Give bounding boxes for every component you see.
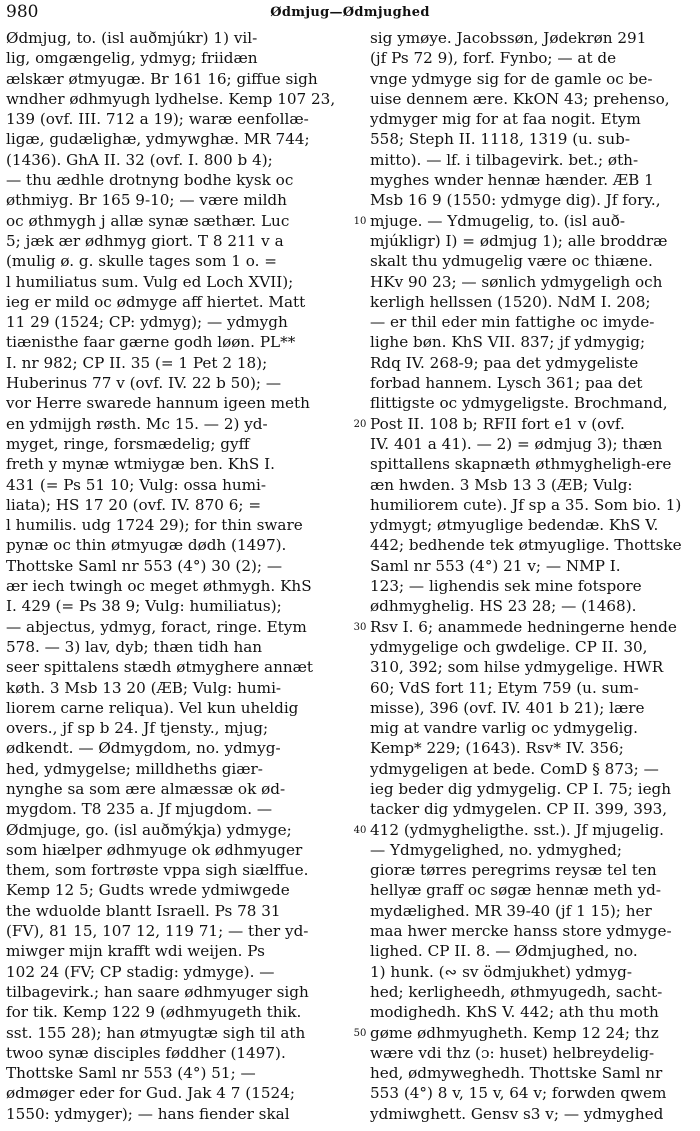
text-line: 123; — lighendis sek mine fotspore [370, 577, 642, 596]
text-line: wndher ødhmyugh lydhelse. Kemp 107 23, [6, 89, 336, 108]
text-line: lighed. CP II. 8. — Ødmjughed, no. [370, 942, 638, 961]
text-line: tilbagevirk.; han saare ødhmyuger sigh [6, 982, 309, 1001]
text-line: overs., jf sp b 24. Jf tjensty., mjug; [6, 719, 269, 738]
text-line: sst. 155 28); han øtmyugtæ sigh til ath [6, 1023, 306, 1042]
text-line: Saml nr 553 (4°) 21 v; — NMP I. [370, 556, 621, 575]
text-line: 60; VdS fort 11; Etym 759 (u. sum- [370, 678, 639, 697]
text-line: kerligh hellssen (1520). NdM I. 208; [370, 292, 651, 311]
text-line: Huberinus 77 v (ovf. IV. 22 b 50); — [6, 374, 282, 393]
text-line: ydmygelige och gwdelige. CP II. 30, [370, 637, 648, 656]
text-line: Ødmjug, to. (isl auðmjúkr) 1) vil- [6, 29, 258, 47]
text-line: ydmyger mig for at faa nogit. Etym [370, 110, 641, 129]
text-line: 102 24 (FV; CP stadig: ydmyge). — [6, 962, 275, 981]
text-line: 442; bedhende tek øtmyuglige. Thottske [370, 536, 682, 555]
line-number: 20 [353, 418, 367, 430]
text-line: Ødmjuge, go. (isl auðmýkja) ydmyge; [6, 820, 292, 839]
text-line: vor Herre swarede hannum igeen meth [6, 394, 310, 413]
text-line: twoo synæ disciples føddher (1497). [6, 1043, 286, 1062]
text-line: 1550: ydmyger); — hans fiender skal [6, 1104, 290, 1123]
text-line: liorem carne reliqua). Vel kun uheldig [6, 698, 299, 717]
text-line: ydmiwghett. Gensv s3 v; — ydmyghed [370, 1104, 664, 1123]
right-column [370, 28, 697, 1124]
text-line: hellyæ graff oc søgæ hennæ meth yd- [370, 881, 662, 900]
text-line: Rdq IV. 268-9; paa det ydmygeliste [370, 353, 639, 372]
text-line: ligæ, gudælighæ, ydmywghæ. MR 744; [6, 130, 310, 149]
text-line: — Ydmygelighed, no. ydmyghed; [370, 840, 622, 859]
text-line: (FV), 81 15, 107 12, 119 71; — ther yd- [6, 922, 309, 941]
text-line: mitto). — lf. i tilbagevirk. bet.; øth- [370, 150, 639, 169]
text-line: the wduolde blantt Israell. Ps 78 31 [6, 901, 281, 920]
text-line: øthmiyg. Br 165 9-10; — være mildh [6, 191, 287, 210]
text-line: lig, omgængelig, ydmyg; friidæn [6, 49, 258, 68]
line-number: 30 [353, 621, 367, 633]
text-line: (1436). GhA II. 32 (ovf. I. 800 b 4); [6, 150, 273, 169]
text-line: ydmygeligen at bede. ComD § 873; — [370, 759, 659, 778]
text-line: l humilis. udg 1724 29); for thin sware [6, 516, 303, 535]
text-line: æn hwden. 3 Msb 13 3 (ÆB; Vulg: [370, 475, 633, 494]
text-line: for tik. Kemp 122 9 (ødhmyugeth thik. [6, 1003, 302, 1022]
text-line: 412 (ydmygheligthe. sst.). Jf mjugelig. [370, 820, 664, 839]
text-line: I. 429 (= Ps 38 9; Vulg: humiliatus); [6, 597, 282, 616]
text-line: mygdom. T8 235 a. Jf mjugdom. — [6, 800, 273, 819]
text-line: Post II. 108 b; RFII fort e1 v (ovf. [370, 414, 625, 433]
text-line: — er thil eder min fattighe oc imyde- [370, 313, 655, 332]
text-line: Rsv I. 6; anammede hedningerne hende [370, 617, 677, 636]
text-line: ær iech twingh oc meget øthmygh. KhS [6, 577, 312, 596]
text-line: myghes wnder hennæ hænder. ÆB 1 [370, 171, 654, 190]
text-line: — abjectus, ydmyg, foract, ringe. Etym [6, 617, 307, 636]
text-line: spittallens skapnæth øthmygheligh-ere [370, 455, 672, 474]
text-line: 553 (4°) 8 v, 15 v, 64 v; forwden qwem [370, 1084, 667, 1103]
text-line: HKv 90 23; — sønlich ydmygeligh och [370, 272, 663, 291]
text-line: oc øthmygh j allæ synæ sæthær. Luc [6, 211, 290, 230]
text-line: lighe bøn. KhS VII. 837; jf ydmygig; [370, 333, 646, 352]
left-column [6, 28, 356, 1124]
text-line: mig at vandre varlig oc ydmygelig. [370, 719, 638, 738]
page-number: 980 [6, 2, 39, 22]
line-number: 50 [353, 1027, 367, 1039]
text-line: vnge ydmyge sig for de gamle oc be- [370, 69, 653, 88]
text-line: 578. — 3) lav, dyb; thæn tidh han [6, 637, 263, 656]
text-line: ødkendt. — Ødmygdom, no. ydmyg- [6, 739, 281, 758]
text-line: mjuge. — Ydmugelig, to. (isl auð- [370, 211, 626, 230]
line-number: 10 [353, 215, 367, 227]
text-line: miwger mijn krafft wdi weijen. Ps [6, 942, 265, 961]
text-line: køth. 3 Msb 13 20 (ÆB; Vulg: humi- [6, 678, 282, 697]
text-line: 431 (= Ps 51 10; Vulg: ossa humi- [6, 475, 267, 494]
text-line: — thu ædhle drotnyng bodhe kysk oc [6, 171, 294, 190]
text-line: en ydmijgh røsth. Mc 15. — 2) yd- [6, 414, 268, 433]
text-line: ødhmyghelig. HS 23 28; — (1468). [370, 597, 637, 616]
text-line: ieg beder dig ydmygelig. CP I. 75; iegh [370, 779, 672, 798]
text-line: (mulig ø. g. skulle tages som 1 o. = [6, 252, 277, 271]
text-line: hed; kerligheedh, øthmyugedh, sacht- [370, 982, 663, 1001]
text-line: freth y mynæ wtmiygæ ben. KhS I. [6, 455, 275, 474]
text-line: gøme ødhmyugheth. Kemp 12 24; thz [370, 1023, 659, 1042]
text-line: skalt thu ydmugelig være oc thiæne. [370, 252, 653, 271]
text-line: Kemp* 229; (1643). Rsv* IV. 356; [370, 739, 624, 758]
text-line: modighedh. KhS V. 442; ath thu moth [370, 1003, 659, 1022]
text-line: mydælighed. MR 39-40 (jf 1 15); her [370, 901, 652, 920]
text-line: seer spittalens stædh øtmyghere annæt [6, 658, 314, 677]
text-line: hed, ydmygelse; milldheths giær- [6, 759, 263, 778]
text-line: 139 (ovf. III. 712 a 19); waræ eenfollæ- [6, 110, 309, 129]
text-line: Msb 16 9 (1550: ydmyge dig). Jf fory., [370, 191, 661, 210]
text-line: them, som fortrøste vppa sigh siælffue. [6, 861, 309, 880]
text-line: ydmygt; øtmyuglige bedendæ. KhS V. [370, 516, 659, 535]
text-line: som hiælper ødhmyuge ok ødhmyuger [6, 840, 303, 859]
text-line: pynæ oc thin øtmyugæ dødh (1497). [6, 536, 287, 555]
text-line: (jf Ps 72 9), forf. Fynbo; — at de [370, 49, 617, 68]
text-line: humiliorem cute). Jf sp a 35. Som bio. 1) [370, 495, 682, 514]
text-line: ødmøger eder for Gud. Jak 4 7 (1524; [6, 1084, 295, 1103]
text-line: 310, 392; som hilse ydmygelige. HWR [370, 658, 664, 677]
text-line: flittigste oc ydmygeligste. Brochmand, [370, 394, 668, 413]
text-line: IV. 401 a 41). — 2) = ødmjug 3); thæn [370, 434, 663, 453]
text-line: wære vdi thz (ɔ: huset) helbreydelig- [370, 1043, 655, 1062]
text-line: nynghe sa som ære almæssæ ok ød- [6, 779, 286, 798]
text-line: hed, ødmyweghedh. Thottske Saml nr [370, 1064, 663, 1083]
running-head: Ødmjug—Ødmjughed [270, 5, 430, 20]
text-line: l humiliatus sum. Vulg ed Loch XVII); [6, 272, 294, 291]
line-number: 40 [353, 824, 367, 836]
text-line: mjúkligr) I) = ødmjug 1); alle broddræ [370, 231, 668, 250]
text-line: maa hwer mercke hanss store ydmyge- [370, 922, 672, 941]
text-line: 1) hunk. (∾ sv ödmjukhet) ydmyg- [370, 962, 633, 981]
text-line: Kemp 12 5; Gudts wrede ydmiwgede [6, 881, 290, 900]
text-line: 11 29 (1524; CP: ydmyg); — ydmygh [6, 313, 288, 332]
text-line: ieg er mild oc ødmyge aff hiertet. Matt [6, 292, 306, 311]
text-line: uise dennem ære. KkON 43; prehenso, [370, 89, 670, 108]
text-line: gioræ tørres peregrims reysæ tel ten [370, 861, 657, 880]
text-line: 5; jæk ær ødhmyg giort. T 8 211 v a [6, 231, 284, 250]
text-line: ælskær øtmyugæ. Br 161 16; giffue sigh [6, 69, 318, 88]
text-line: I. nr 982; CP II. 35 (= 1 Pet 2 18); [6, 353, 268, 372]
text-line: 558; Steph II. 1118, 1319 (u. sub- [370, 130, 630, 149]
text-line: forbad hannem. Lysch 361; paa det [370, 374, 643, 393]
text-line: Thottske Saml nr 553 (4°) 51; — [6, 1064, 256, 1083]
text-line: Thottske Saml nr 553 (4°) 30 (2); — [6, 556, 283, 575]
text-line: myget, ringe, forsmædelig; gyff [6, 434, 250, 453]
text-line: sig ymøye. Jacobssøn, Jødekrøn 291 [370, 29, 647, 47]
text-line: tacker dig ydmygelen. CP II. 399, 393, [370, 800, 668, 819]
text-line: misse), 396 (ovf. IV. 401 b 21); lære [370, 698, 645, 717]
text-line: tiænisthe faar gærne godh løøn. PL** [6, 333, 296, 352]
text-line: liata); HS 17 20 (ovf. IV. 870 6; = [6, 495, 262, 514]
